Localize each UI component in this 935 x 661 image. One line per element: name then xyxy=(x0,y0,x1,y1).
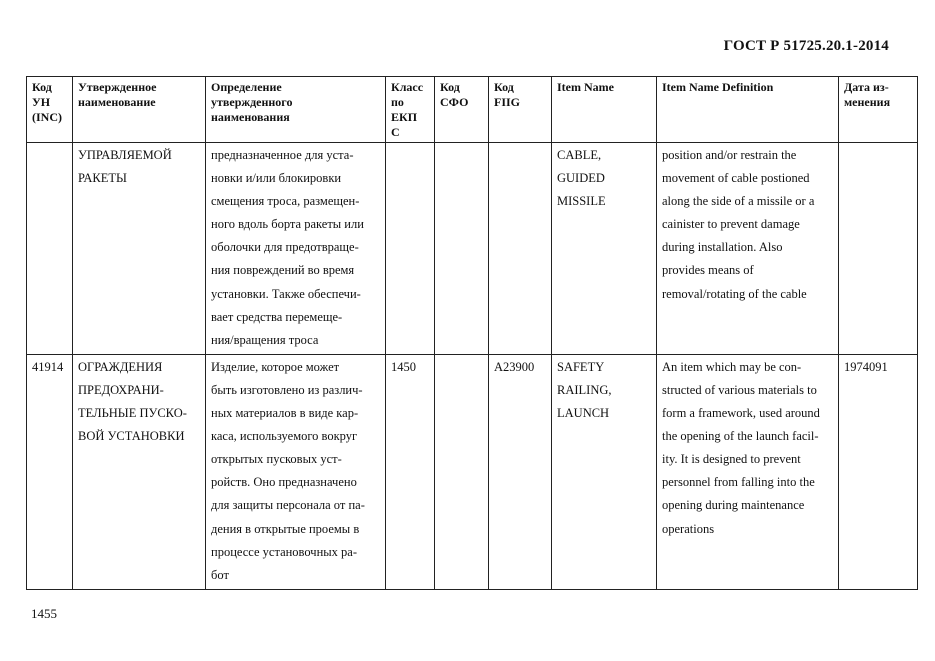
column-header-inc: Код УН (INC) xyxy=(27,77,73,143)
inc-cell: 41914 xyxy=(27,354,73,589)
fiig-cell xyxy=(489,143,552,355)
class-cell xyxy=(386,143,435,355)
item-name-cell: CABLE, GUIDED MISSILE xyxy=(552,143,657,355)
definition-cell: Изделие, которое может быть изготовлено из различ- ных материалов в виде кар- каса, используемого вокруг открытых пусковых уст- ройств. Оно предназначено для защиты персонала от па- дения в открытые проемы в процессе установочных ра- бот xyxy=(206,354,386,589)
table-row xyxy=(27,143,918,355)
codification-table xyxy=(26,76,918,590)
approved-name-cell: ОГРАЖДЕНИЯ ПРЕДОХРАНИ- ТЕЛЬНЫЕ ПУСКО- ВОЙ УСТАНОВКИ xyxy=(73,354,206,589)
change-date-cell xyxy=(839,143,918,355)
fiig-cell: A23900 xyxy=(489,354,552,589)
column-header-item-name: Item Name xyxy=(552,77,657,143)
sfo-cell xyxy=(435,143,489,355)
document-id: ГОСТ Р 51725.20.1-2014 xyxy=(723,38,889,54)
change-date-cell: 1974091 xyxy=(839,354,918,589)
column-header-change-date: Дата из- менения xyxy=(839,77,918,143)
table-row xyxy=(27,354,918,589)
page-number: 1455 xyxy=(31,606,57,621)
item-name-definition-cell: position and/or restrain the movement of cable postioned along the side of a missile or a cainister to prevent damage during installation. Also provides means of removal/rotating of the cable xyxy=(657,143,839,355)
column-header-fiig: Код FIIG xyxy=(489,77,552,143)
column-header-definition: Определение утвержденного наименования xyxy=(206,77,386,143)
column-header-item-name-definition: Item Name Definition xyxy=(657,77,839,143)
sfo-cell xyxy=(435,354,489,589)
item-name-cell: SAFETY RAILING, LAUNCH xyxy=(552,354,657,589)
table-header-row xyxy=(27,77,918,143)
column-header-sfo: Код СФО xyxy=(435,77,489,143)
class-cell: 1450 xyxy=(386,354,435,589)
inc-cell xyxy=(27,143,73,355)
column-header-class: Класс по ЕКП С xyxy=(386,77,435,143)
approved-name-cell: УПРАВЛЯЕМОЙ РАКЕТЫ xyxy=(73,143,206,355)
item-name-definition-cell: An item which may be con- structed of various materials to form a framework, used around the opening of the launch facil- ity. It is designed to prevent personnel from falling into the opening during maintenance operations xyxy=(657,354,839,589)
definition-cell: предназначенное для уста- новки и/или блокировки смещения троса, размещен- ного вдоль борта ракеты или оболочки для предотвраще- ния повреждений во время установки. Также обеспечи- вает средства перемеще- ния/вращения троса xyxy=(206,143,386,355)
column-header-approved-name: Утвержденное наименование xyxy=(73,77,206,143)
